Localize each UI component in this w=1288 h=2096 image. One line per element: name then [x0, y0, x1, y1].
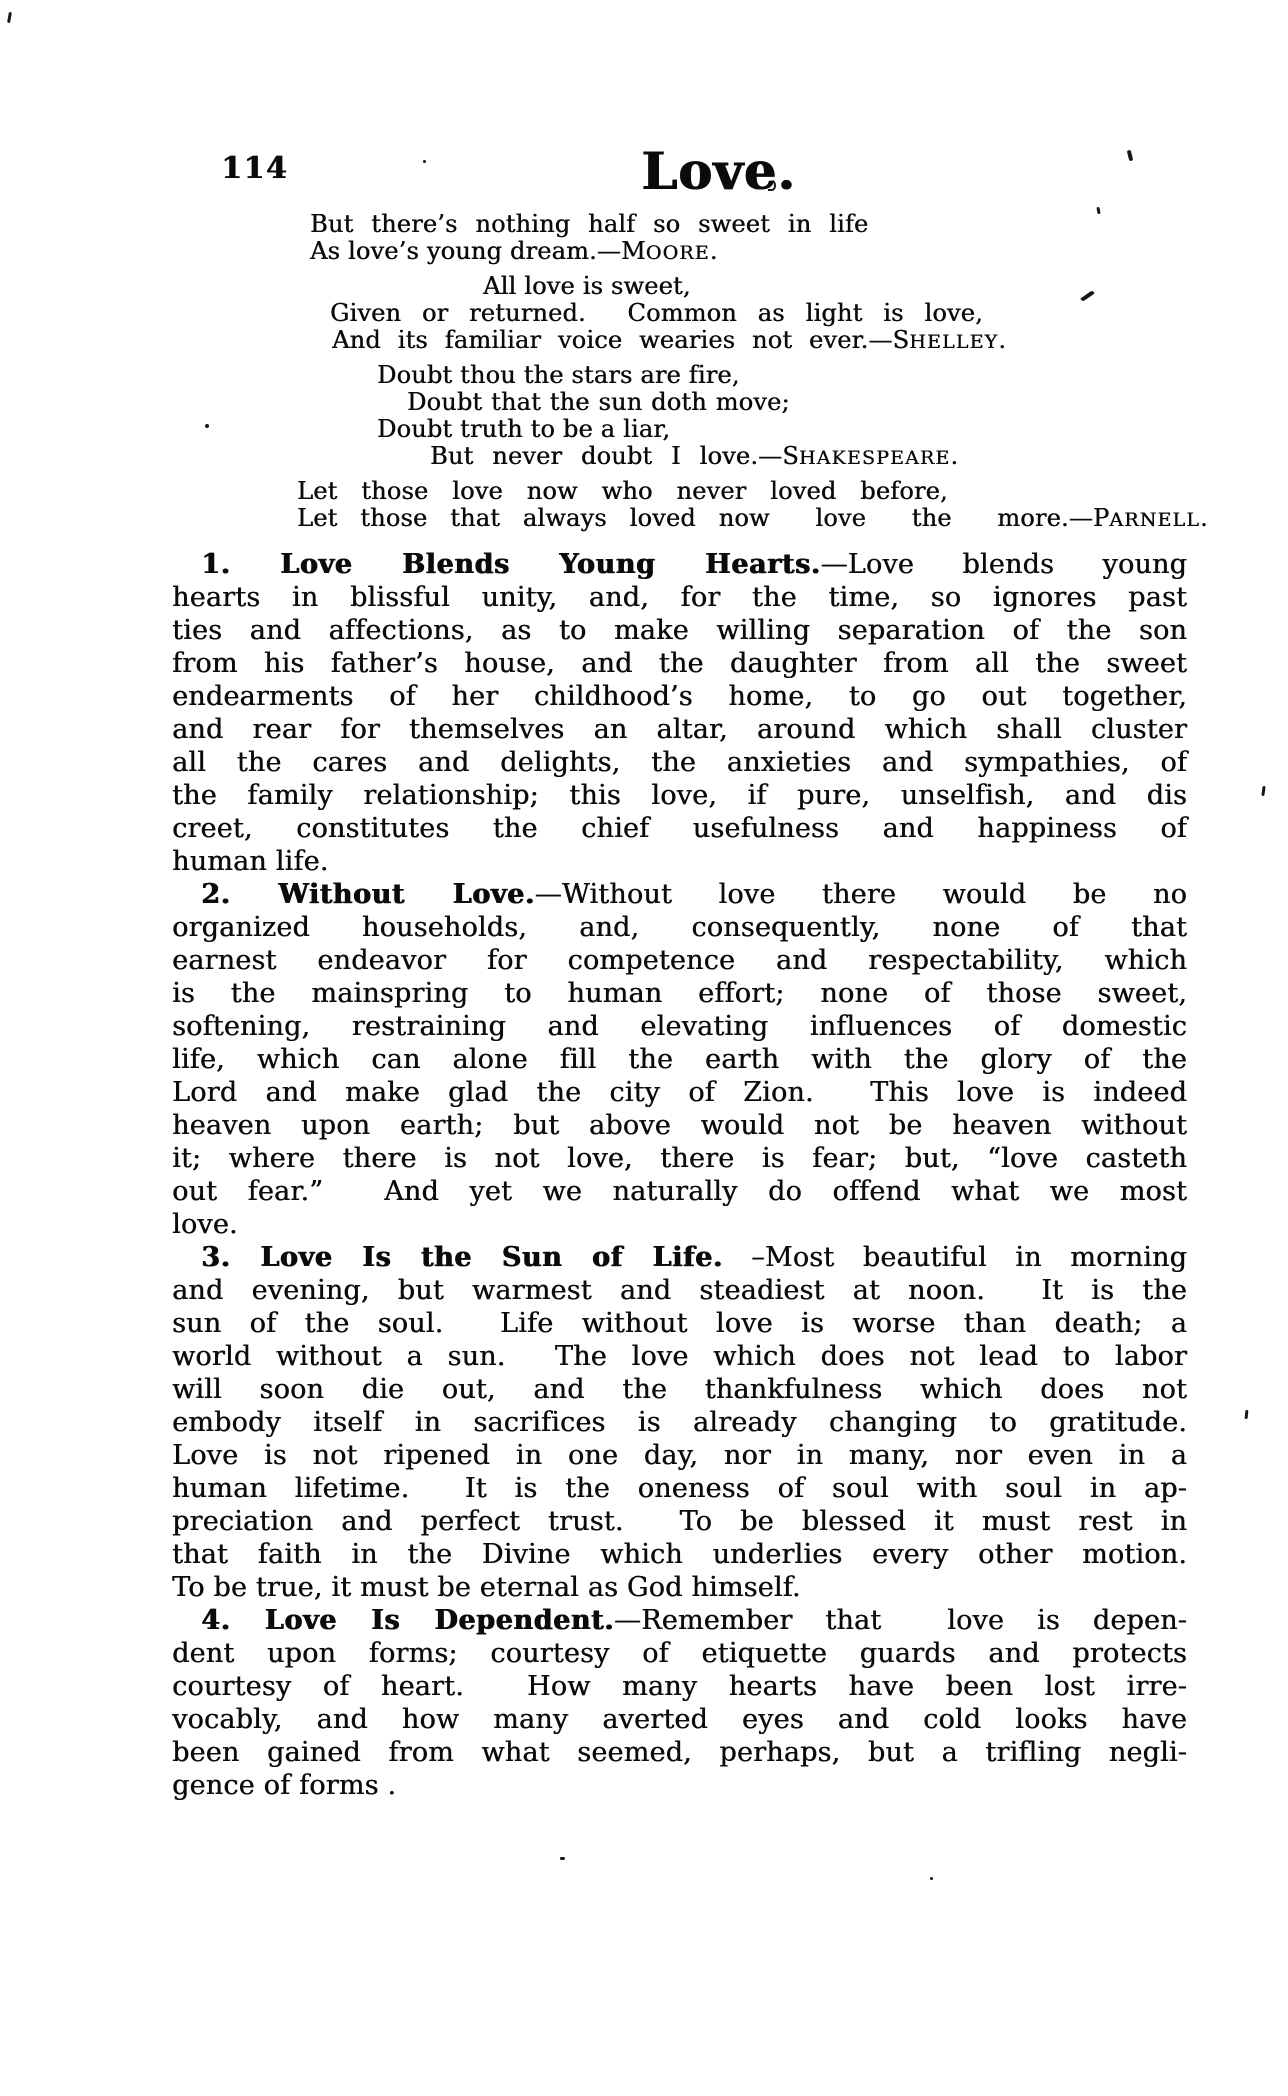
- ink-speck: [930, 1877, 933, 1880]
- body-line: human lifetime. It is the oneness of soul with soul in ap-: [172, 1473, 1187, 1504]
- ink-speck: [560, 1857, 565, 1860]
- body-line: been gained from what seemed, perhaps, but a trifling negli-: [172, 1737, 1187, 1768]
- body-line: and evening, but warmest and steadiest at noon. It is the: [172, 1275, 1187, 1306]
- page-title: Love.: [641, 142, 796, 202]
- epigraph-line: As love’s young dream.—MOORE.: [310, 237, 718, 265]
- author-smallcaps: HAKESPEARE: [798, 447, 951, 469]
- ink-speck: [1096, 207, 1100, 214]
- ink-speck: [768, 180, 776, 191]
- epigraph-line: Given or returned. Common as light is love,: [330, 299, 983, 327]
- body-line: world without a sun. The love which does not lead to labor: [172, 1341, 1187, 1372]
- body-line: vocably, and how many averted eyes and cold looks have: [172, 1704, 1187, 1735]
- epigraph-line: Doubt that the sun doth move;: [407, 388, 790, 416]
- body-line: 2. Without Love.—Without love there would be no: [201, 879, 1187, 910]
- body-line: life, which can alone fill the earth with the glory of the: [172, 1044, 1187, 1075]
- body-line: hearts in blissful unity, and, for the time, so ignores past: [172, 582, 1187, 613]
- body-line: embody itself in sacrifices is already changing to gratitude.: [172, 1407, 1187, 1438]
- body-text-block: [172, 548, 1187, 1802]
- body-line: all the cares and delights, the anxieties and sympathies, of: [172, 747, 1187, 778]
- author-smallcaps: ARNELL: [1109, 509, 1200, 531]
- ink-speck: [423, 160, 426, 163]
- body-line: 4. Love Is Dependent.—Remember that love is depen-: [201, 1605, 1187, 1636]
- epigraph-line: But there’s nothing half so sweet in life: [310, 210, 869, 238]
- section-heading: 3. Love Is the Sun of Life.: [201, 1242, 723, 1273]
- epigraph-line: Let those that always loved now love the more.—PARNELL.: [297, 504, 1208, 532]
- body-line: preciation and perfect trust. To be blessed it must rest in: [172, 1506, 1187, 1537]
- body-line: it; where there is not love, there is fear; but, “love casteth: [172, 1143, 1187, 1174]
- epigraph-line: But never doubt I love.—SHAKESPEARE.: [430, 442, 959, 470]
- ink-speck: [1127, 150, 1134, 162]
- body-line: that faith in the Divine which underlies every other motion.: [172, 1539, 1187, 1570]
- body-line: 1. Love Blends Young Hearts.—Love blends young: [201, 549, 1187, 580]
- ink-speck: [205, 424, 209, 428]
- body-line: will soon die out, and the thankfulness which does not: [172, 1374, 1187, 1405]
- body-section: [172, 1241, 1187, 1604]
- body-line: Love is not ripened in one day, nor in many, nor even in a: [172, 1440, 1187, 1471]
- epigraph-line: And its familiar voice wearies not ever.—SHELLEY.: [332, 326, 1007, 354]
- epigraph-line: Let those love now who never loved before,: [297, 477, 948, 505]
- epigraph-line: All love is sweet,: [483, 272, 691, 300]
- body-line: organized households, and, consequently, none of that: [172, 912, 1187, 943]
- body-section: [172, 878, 1187, 1241]
- ink-speck: [7, 12, 12, 23]
- ink-speck: [1261, 786, 1265, 796]
- section-heading: 2. Without Love.: [201, 879, 535, 910]
- body-line: 3. Love Is the Sun of Life. –Most beautiful in morning: [201, 1242, 1188, 1273]
- body-line: earnest endeavor for competence and respectability, which: [172, 945, 1187, 976]
- body-line: dent upon forms; courtesy of etiquette guards and protects: [172, 1638, 1187, 1669]
- body-line: ties and affections, as to make willing separation of the son: [172, 615, 1187, 646]
- epigraph-line: Doubt truth to be a liar,: [377, 415, 671, 443]
- body-line: human life.: [172, 846, 329, 877]
- body-line: gence of forms .: [172, 1770, 397, 1801]
- body-line: out fear.” And yet we naturally do offend what we most: [172, 1176, 1187, 1207]
- section-heading: 1. Love Blends Young Hearts.: [201, 549, 821, 580]
- epigraph-line: Doubt thou the stars are fire,: [377, 361, 740, 389]
- page-number: 114: [221, 151, 289, 186]
- body-line: creet, constitutes the chief usefulness and happiness of: [172, 813, 1187, 844]
- ink-speck: [1245, 1410, 1249, 1419]
- body-line: the family relationship; this love, if pure, unselfish, and dis: [172, 780, 1187, 811]
- body-line: love.: [172, 1209, 238, 1240]
- body-section: [172, 548, 1187, 878]
- body-line: softening, restraining and elevating influences of domestic: [172, 1011, 1187, 1042]
- epigraph: [172, 362, 1187, 472]
- body-line: endearments of her childhood’s home, to go out together,: [172, 681, 1187, 712]
- author-smallcaps: HELLEY: [909, 331, 999, 353]
- body-line: courtesy of heart. How many hearts have been lost irre-: [172, 1671, 1187, 1702]
- body-line: sun of the soul. Life without love is worse than death; a: [172, 1308, 1187, 1339]
- epigraph-block: [172, 210, 1208, 540]
- body-line: is the mainspring to human effort; none of those sweet,: [172, 978, 1187, 1009]
- body-line: Lord and make glad the city of Zion. This love is indeed: [172, 1077, 1187, 1108]
- body-line: from his father’s house, and the daughter from all the sweet: [172, 648, 1187, 679]
- body-line: heaven upon earth; but above would not be heaven without: [172, 1110, 1187, 1141]
- epigraph: [172, 211, 1187, 267]
- body-section: [172, 1604, 1187, 1802]
- body-line: and rear for themselves an altar, around which shall cluster: [172, 714, 1187, 745]
- author-smallcaps: OORE: [645, 242, 710, 264]
- epigraph: [172, 477, 1208, 534]
- body-line: To be true, it must be eternal as God himself.: [172, 1572, 801, 1603]
- section-heading: 4. Love Is Dependent.: [201, 1605, 614, 1636]
- epigraph: [172, 273, 1187, 356]
